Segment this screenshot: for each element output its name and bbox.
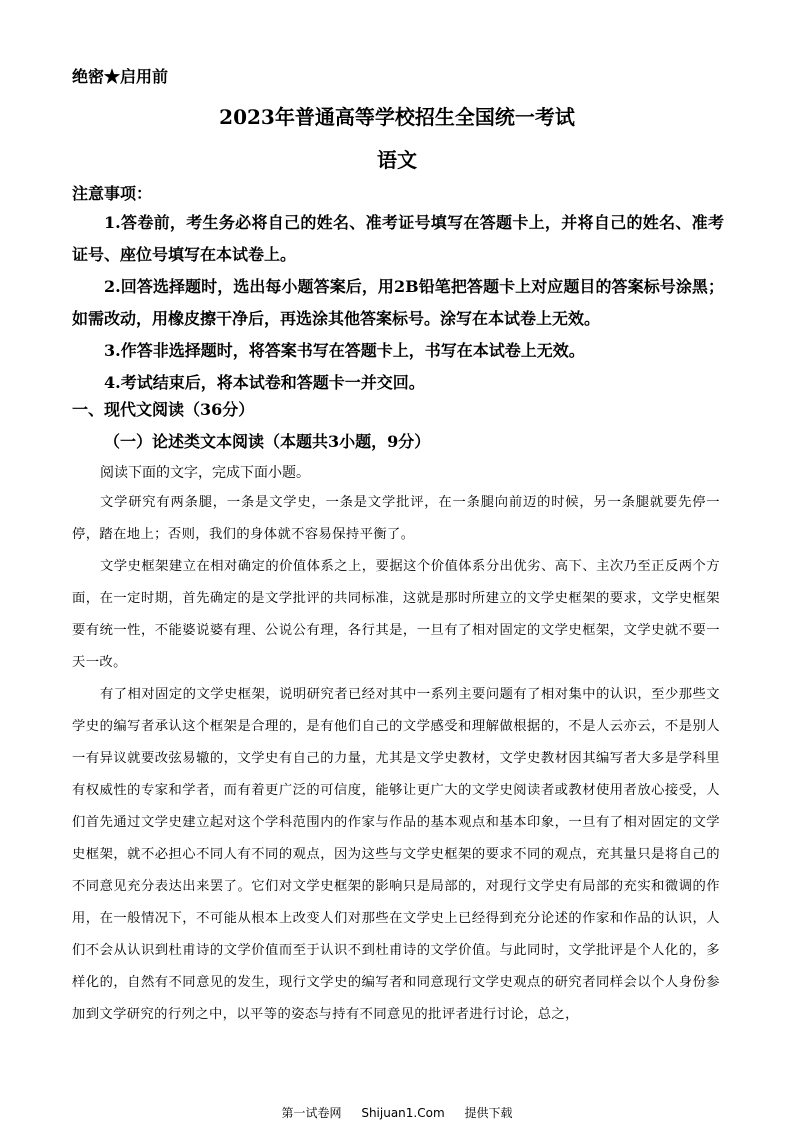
passage-paragraph: 文学史框架建立在相对确定的价值体系之上，要据这个价值体系分出优劣、高下、主次乃至正反两个方面，在一定时期，首先确定的是文学批评的共同标准，这就是那时所建立的文学史框架的要求，文学史框架要有统一性，不能婆说婆有理、公说公有理，各行其是，一旦有了相对固定的文学史框架，文学史就不要一天一改。 <box>72 559 720 670</box>
notice-heading: 注意事项： <box>72 184 153 203</box>
footer-site-url[interactable]: Shijuan1.Com <box>361 1106 445 1120</box>
page-footer <box>0 1104 794 1121</box>
notice-item: 1.答卷前，考生务必将自己的姓名、准考证号填写在答题卡上，并将自己的姓名、准考证号、座位号填写在本试卷上。 <box>72 213 724 264</box>
section-subtitle: （一）论述类文本阅读（本题共3小题，9分） <box>104 432 431 451</box>
notice-item: 4.考试结束后，将本试卷和答题卡一并交回。 <box>104 373 425 392</box>
passage-paragraph: 有了相对固定的文学史框架，说明研究者已经对其中一系列主要问题有了相对集中的认识，至少那些文学史的编写者承认这个框架是合理的，是有他们自己的文学感受和理解做根据的，不是人云亦云，不是别人一有异议就要改弦易辙的，文学史有自己的力量，尤其是文学史教材，文学史教材因其编写者大多是学科里有权威性的专家和学者，而有着更广泛的可信度，能够让更广大的文学史阅读者或教材使用者放心接受，人们首先通过文学史建立起对这个学科范围内的作家与作品的基本观点和基本印象，一旦有了相对固定的文学史框架，就不必担心不同人有不同的观点，因为这些与文学史框架的要求不同的观点，充其量只是将自己的不同意见充分表达出来罢了。它们对文学史框架的影响只是局部的，对现行文学史有局部的充实和微调的作用，在一般情况下，不可能从根本上改变人们对那些在文学史上已经得到充分论述的作家和作品的认识，人们不会从认识到杜甫诗的文学价值而至于认识不到杜甫诗的文学价值。与此同时，文学批评是个人化的，多样化的，自然有不同意见的发生，现行文学史的编写者和同意现行文学史观点的研究者同样会以个人身份参加到文学研究的行列之中，以平等的姿态与持有不同意见的批评者进行讨论，总之， <box>72 687 720 1022</box>
notice-list <box>72 207 724 399</box>
passage-paragraph: 文学研究有两条腿，一条是文学史，一条是文学批评，在一条腿向前迈的时候，另一条腿就要先停一停，踏在地上；否则，我们的身体就不容易保持平衡了。 <box>72 495 720 542</box>
notice-item: 3.作答非选择题时，将答案书写在答题卡上，书写在本试卷上无效。 <box>104 341 585 360</box>
subject-title: 语文 <box>377 148 417 172</box>
section-title: 一、现代文阅读（36分） <box>72 400 255 419</box>
reading-instruction: 阅读下面的文字，完成下面小题。 <box>100 465 310 481</box>
notice-item: 2.回答选择题时，选出每小题答案后，用2B铅笔把答题卡上对应题目的答案标号涂黑；如需改动，用橡皮擦干净后，再选涂其他答案标号。涂写在本试卷上无效。 <box>72 277 724 328</box>
exam-title: 2023年普通高等学校招生全国统一考试 <box>219 105 575 129</box>
reading-passage <box>72 487 720 1031</box>
footer-site-name: 第一试卷网 <box>281 1106 342 1120</box>
confidential-label: 绝密★启用前 <box>72 67 169 86</box>
footer-provider: 提供下载 <box>464 1106 513 1120</box>
